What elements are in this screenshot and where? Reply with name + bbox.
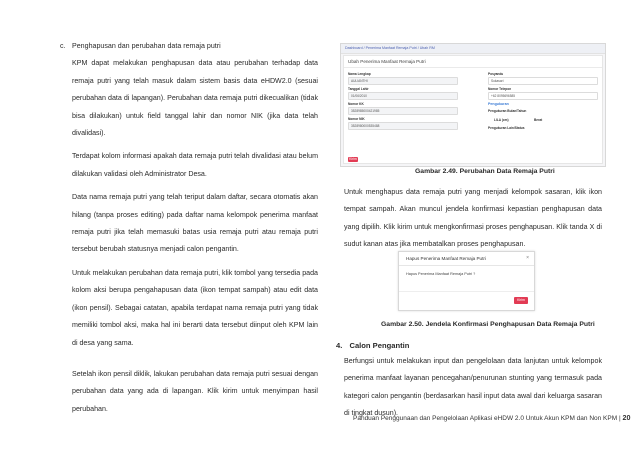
- nama-input[interactable]: AULIANTHI: [348, 77, 458, 85]
- field-posyandu: [488, 72, 598, 85]
- page-footer: [353, 413, 630, 422]
- section-4-title: Calon Pengantin: [349, 341, 410, 350]
- paragraph-3: Data nama remaja putri yang telah teriput dalam daftar, secara otomatis akan hilang (tanpa proses editing) pada daftar nama kelompok penerima manfaat remaja putri jika telah memasuki batas usia remaja putri atau remaja putri tersebut berubah statusnya menjadi calon pengantin.: [72, 193, 318, 254]
- section-4-marker: 4.: [336, 341, 343, 350]
- heading-text: Penghapusan dan perubahan data remaja putri: [72, 42, 221, 50]
- left-column: [60, 38, 318, 424]
- edit-form-screenshot: [340, 43, 606, 167]
- figure-caption-2-50: Gambar 2.50. Jendela Konfirmasi Penghapusan Data Remaja Putri: [381, 321, 595, 328]
- figure-caption-2-49: Gambar 2.49. Perubahan Data Remaja Putri: [415, 168, 555, 175]
- posyandu-select[interactable]: Sukasari: [488, 77, 598, 85]
- field-label: Tanggal Lahir: [348, 87, 369, 91]
- edit-form-card: [343, 55, 603, 164]
- kirim-button[interactable]: Kirim: [349, 157, 357, 161]
- close-icon[interactable]: ×: [526, 255, 529, 261]
- paragraph-1: KPM dapat melakukan penghapusan data atau perubahan terhadap data remaja putri yang telah masuk dalam sistem basis data eHDW2.0 (sesuai perubahan data di lapangan). Perubahan data remaja putri dikecualikan (tidak bisa dilakukan) untuk field tanggal lahir dan nomor NIK (jika data telah divalidasi).: [72, 59, 318, 138]
- field-label: Nomor KK: [348, 102, 364, 106]
- section-4-body: Berfungsi untuk melakukan input dan pengelolaan data lanjutan untuk kelompok penerima manfaat layanan pencegahan/penurunan stunting yang termasuk pada kategori calon pengantin (berdasarkan hasil input data awal dari keluarga sasaran di tingkat dusun).: [344, 357, 602, 418]
- paragraph-2: Terdapat kolom informasi apakah data remaja putri telah divalidasi atau belum dilakukan validasi oleh Administrator Desa.: [72, 152, 318, 178]
- right-paragraph-1: Untuk menghapus data remaja putri yang menjadi kelompok sasaran, klik ikon tempat sampah. Akan muncul jendela konfirmasi kepastian penghapusan data yang dipilih. Klik kirim untuk mengkonfirmasi proses penghapusan. Klik tanda X di sudut kanan atas jika membatalkan proses penghapusan.: [344, 188, 602, 249]
- tanggal-lahir-input[interactable]: 01/06/2010: [348, 92, 458, 100]
- field-nomor-nik: [348, 117, 458, 130]
- form-title: Ubah Penerima Manfaat Remaja Putri: [344, 56, 602, 68]
- page-number: 20: [622, 413, 631, 422]
- modal-footer: [399, 291, 534, 310]
- paragraph-4: Untuk melakukan perubahan data remaja putri, klik tombol yang tersedia pada kolom aksi berupa pengahapusan data (ikon tempat sampah) atau edit data (ikon pensil). Sebagai catatan, apabila terdapat nama remaja putri yang tidak memiliki tombol aksi, maka hal ini berarti data tersebut diinput oleh KPM lain di desa yang sama.: [72, 268, 318, 347]
- field-label: Nomor NIK: [348, 117, 365, 121]
- field-label: Nomor Telepon: [488, 87, 512, 91]
- berat-label: Berat: [534, 118, 543, 122]
- nomor-kk-input[interactable]: 3528985000421985: [348, 107, 458, 115]
- nomor-nik-input[interactable]: 3528980000535488: [348, 122, 458, 130]
- footer-text: Panduan Penggunaan dan Pengelolaan Aplikasi eHDW 2.0 Untuk Akun KPM dan Non KPM |: [353, 415, 623, 422]
- section-4-heading: [336, 341, 409, 350]
- section-heading-c: [60, 38, 318, 55]
- lila-label: LILA (cm): [494, 118, 509, 122]
- field-tanggal-lahir: [348, 87, 458, 100]
- pengukuran-heading: Pengukuran: [488, 102, 509, 106]
- modal-header: [399, 252, 534, 266]
- field-label: Posyandu: [488, 72, 504, 76]
- lingkar-label: Pengukuran Lain/Status: [488, 126, 525, 130]
- field-nama: [348, 72, 458, 85]
- delete-modal-screenshot: [398, 251, 535, 311]
- periode-label: Pengukuran Bulan/Tahun: [488, 109, 527, 113]
- telepon-input[interactable]: +62 8095696585: [488, 92, 598, 100]
- list-marker: c.: [60, 42, 66, 50]
- field-label: Nama Lengkap: [348, 72, 371, 76]
- field-telepon: [488, 87, 598, 100]
- modal-body: Hapus Penerima Manfaat Remaja Putri ?: [406, 272, 476, 276]
- modal-kirim-button[interactable]: Kirim: [514, 297, 528, 304]
- paragraph-5: Setelah ikon pensil diklik, lakukan perubahan data remaja putri sesuai dengan perubahan data yang ada di lapangan. Klik kirim untuk menyimpan hasil perubahan.: [72, 369, 318, 413]
- field-nomor-kk: [348, 102, 458, 115]
- modal-title: Hapus Penerima Manfaat Remaja Putri: [406, 256, 486, 261]
- breadcrumb[interactable]: Dashboard / Penerima Manfaat Remaja Putri / Ubah RM: [341, 44, 605, 54]
